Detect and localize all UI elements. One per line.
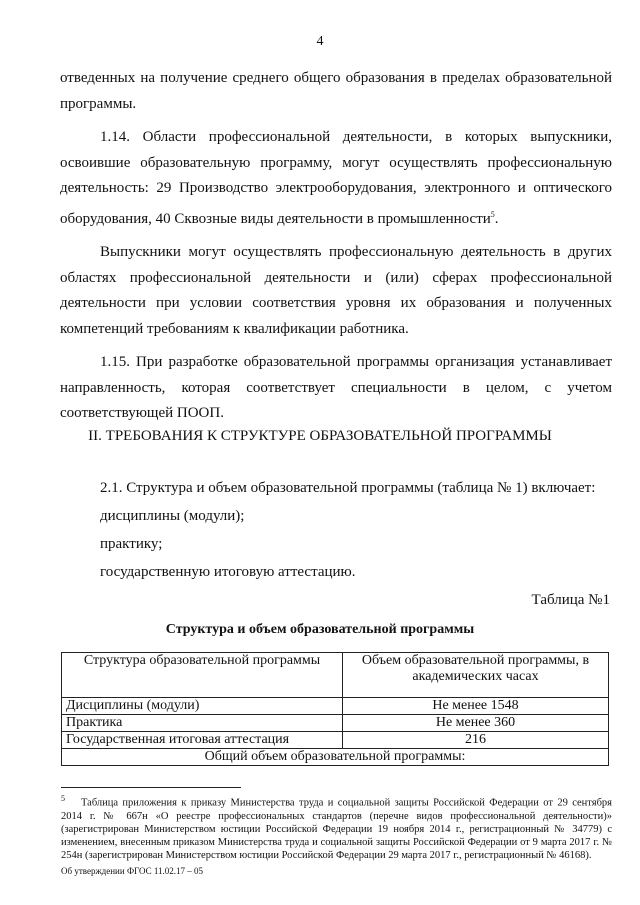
graduates-paragraph: Выпускники могут осуществлять профессиональную деятельность в других областях профессиональной деятельности и (или) сферах профессиональной деятельности при условии соответствия уровня их образования и полученных компетенций требованиям к квалификации работника. — [60, 244, 612, 337]
table-header-cell: Объем образовательной программы, в академических часах — [343, 653, 609, 698]
table-row — [62, 715, 609, 732]
footnote-text: Таблица приложения к приказу Министерства труда и социальной защиты Российской Федерации от 29 сентября 2014 г. № 667н «О реестре профессиональных стандартов (перечне видов профессиональной деятельности)» (зарегистрирован Министерством юстиции Российской Федерации 19 ноября 2014 г., регистрационный № 34779) с изменением, внесенным приказом Министерства труда и социальной защиты Российской Федерации от 9 марта 2017 г. № 254н (зарегистрирован Министерством юстиции Российской Федерации 29 марта 2017 г., регистрационный № 46168). — [61, 797, 612, 861]
section-heading: II. ТРЕБОВАНИЯ К СТРУКТУРЕ ОБРАЗОВАТЕЛЬНОЙ ПРОГРАММЫ — [88, 428, 552, 444]
footnote-reference: 5 — [490, 209, 495, 219]
table-row — [62, 732, 609, 749]
table-cell-label: Практика — [62, 715, 343, 732]
table-total-row — [62, 749, 609, 766]
paragraph-1-15: 1.15. При разработке образовательной программы организация устанавливает направленность, которая соответствует специальности в целом, с учетом соответствующей ПООП. — [60, 354, 612, 421]
paragraph-1-14 — [60, 125, 612, 232]
page-number: 4 — [316, 34, 324, 49]
table-cell-value: 216 — [343, 732, 609, 749]
structure-table — [61, 652, 609, 766]
table-row — [62, 698, 609, 715]
paragraph-1-14-text: 1.14. Области профессиональной деятельности, в которых выпускники, освоившие образовательную программу, могут осуществлять профессиональную деятельность: 29 Производство электрооборудования, электронного и оптического оборудования, 40 Сквозные виды деятельности в промышленности — [60, 129, 612, 227]
list-item: практику; — [100, 536, 163, 552]
table-header-cell: Структура образовательной программы — [62, 653, 343, 698]
list-item: государственную итоговую аттестацию. — [100, 564, 356, 580]
structure-list — [60, 474, 612, 586]
document-code: Об утверждении ФГОС 11.02.17 – 05 — [61, 866, 204, 876]
structure-list-intro: 2.1. Структура и объем образовательной программы (таблица № 1) включает: — [100, 480, 596, 496]
footnote — [61, 792, 612, 862]
table-cell-value: Не менее 360 — [343, 715, 609, 732]
body-paragraphs — [60, 66, 612, 427]
table-header-row — [62, 653, 609, 698]
table-cell-value: Не менее 1548 — [343, 698, 609, 715]
table-total-cell: Общий объем образовательной программы: — [62, 749, 609, 766]
table-cell-label: Государственная итоговая аттестация — [62, 732, 343, 749]
footnote-number: 5 — [61, 794, 65, 803]
table-title: Структура и объем образовательной программы — [165, 622, 475, 637]
footnote-divider — [61, 787, 241, 788]
list-item: дисциплины (модули); — [100, 508, 245, 524]
table-cell-label: Дисциплины (модули) — [62, 698, 343, 715]
table-label: Таблица №1 — [531, 592, 610, 608]
continuation-paragraph: отведенных на получение среднего общего образования в пределах образовательной программы. — [60, 70, 612, 112]
paragraph-1-14-end: . — [494, 210, 499, 227]
